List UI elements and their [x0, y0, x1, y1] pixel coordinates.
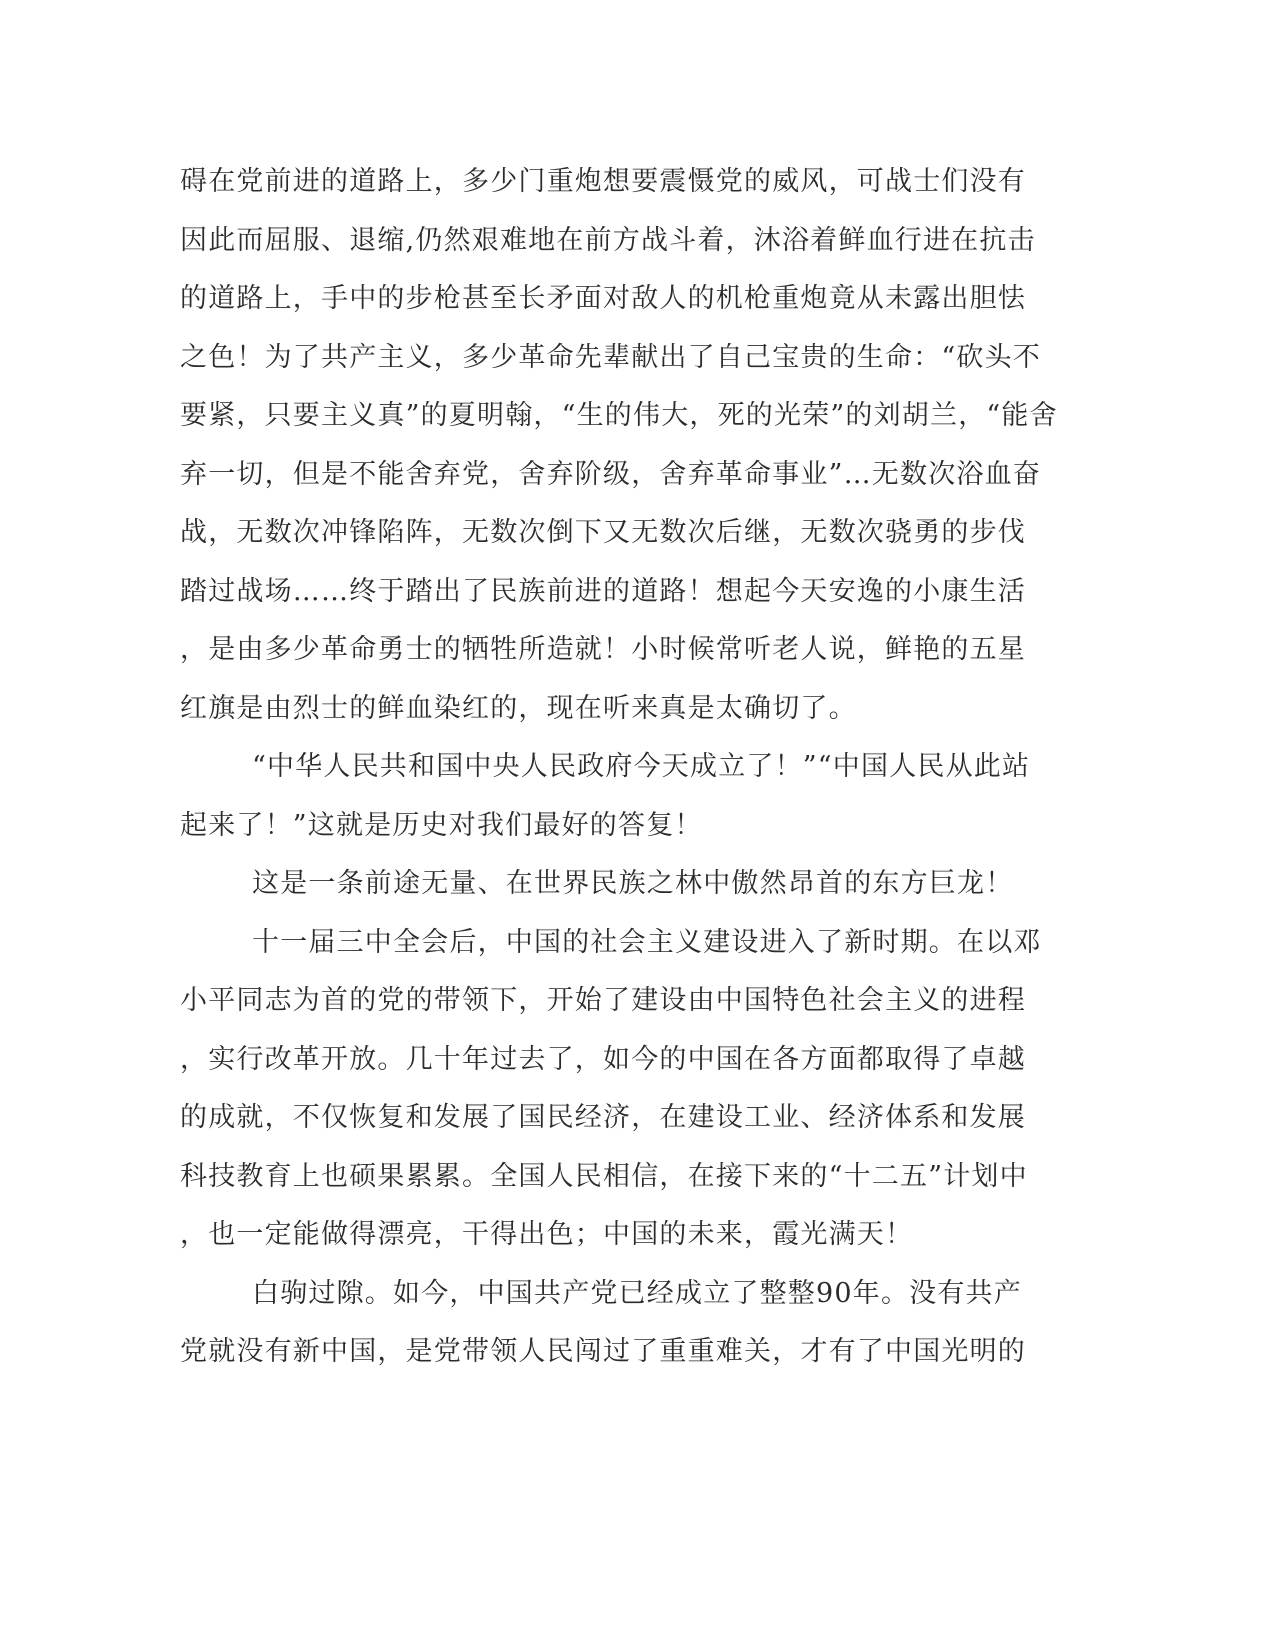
text-line: 小平同志为首的党的带领下，开始了建设由中国特色社会主义的进程	[180, 985, 1026, 1016]
text-line: 红旗是由烈士的鲜血染红的，现在听来真是太确切了。	[180, 692, 857, 724]
paragraph-first-line: “中华人民共和国中央人民政府今天成立了！”“中国人民从此站	[252, 751, 1031, 782]
text-line: 起来了！”这就是历史对我们最好的答复！	[180, 809, 703, 841]
text-line: ，是由多少革命勇士的牺牲所造就！小时候常听老人说，鲜艳的五星	[180, 634, 1026, 665]
text-line: ，也一定能做得漂亮，干得出色；中国的未来，霞光满天！	[180, 1219, 914, 1250]
text-line: 之色！为了共产主义，多少革命先辈献出了自己宝贵的生命：“砍头不	[180, 341, 1042, 373]
paragraph-first-line: 白驹过隙。如今，中国共产党已经成立了整整90年。没有共产	[252, 1277, 1022, 1309]
text-line: ，实行改革开放。几十年过去了，如今的中国在各方面都取得了卓越	[180, 1043, 1026, 1075]
paragraph-first-line: 这是一条前途无量、在世界民族之林中傲然昂首的东方巨龙！	[252, 868, 1014, 899]
text-line: 因此而屈服、退缩,仍然艰难地在前方战斗着，沐浴着鲜血行进在抗击	[180, 224, 1036, 256]
text-line: 的道路上，手中的步枪甚至长矛面对敌人的机枪重炮竟从未露出胆怯	[180, 283, 1026, 314]
text-line: 踏过战场……终于踏出了民族前进的道路！想起今天安逸的小康生活	[180, 575, 1026, 607]
text-line: 党就没有新中国，是党带领人民闯过了重重难关，才有了中国光明的	[180, 1336, 1026, 1367]
text-line: 的成就，不仅恢复和发展了国民经济，在建设工业、经济体系和发展	[180, 1102, 1026, 1133]
text-line: 要紧，只要主义真”的夏明翰，“生的伟大，死的光荣”的刘胡兰，“能舍	[180, 400, 1058, 431]
text-line: 战，无数次冲锋陷阵，无数次倒下又无数次后继，无数次骁勇的步伐	[180, 517, 1026, 548]
text-line: 弃一切，但是不能舍弃党，舍弃阶级，舍弃革命事业”…无数次浴血奋	[180, 458, 1042, 490]
text-line: 碍在党前进的道路上，多少门重炮想要震慑党的威风，可战士们没有	[180, 166, 1026, 197]
paragraph-first-line: 十一届三中全会后，中国的社会主义建设进入了新时期。在以邓	[252, 926, 1042, 958]
document-body	[180, 160, 1058, 1389]
text-line: 科技教育上也硕果累累。全国人民相信，在接下来的“十二五”计划中	[180, 1160, 1028, 1192]
